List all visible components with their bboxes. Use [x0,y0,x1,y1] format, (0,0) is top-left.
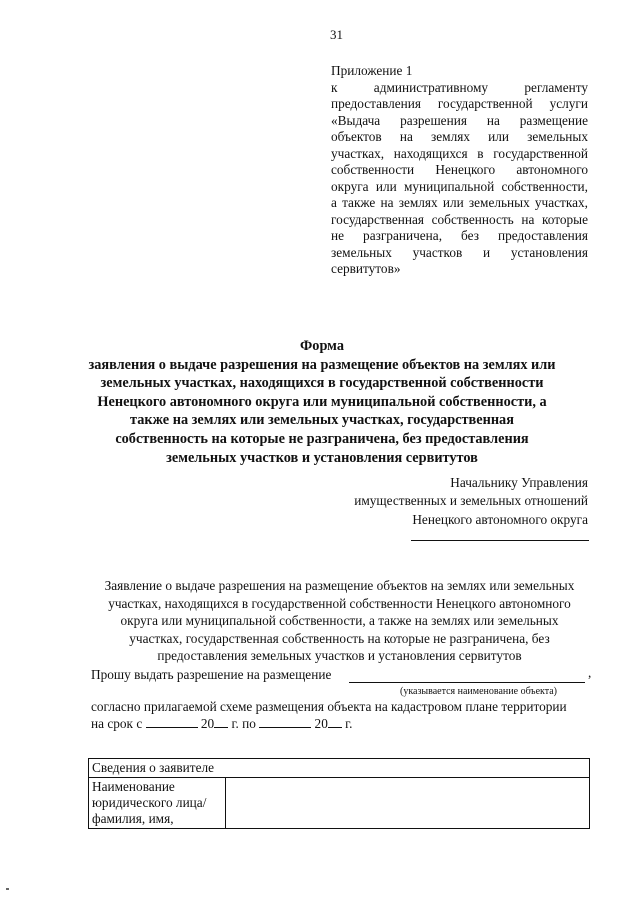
start-date-field[interactable] [146,716,198,728]
appendix-line: а также на землях или земельных участках, [331,195,588,210]
applicant-name-value[interactable] [226,778,590,829]
statement-line: участках, государственная собственность на которые не разграничена, без [129,630,550,646]
form-title-line: также на землях или земельных участках, государственная [130,412,514,429]
form-title-line: Ненецкого автономного округа или муниципальной собственности, а [97,393,547,410]
year-prefix-end: 20 [314,716,328,731]
addressee-line: Ненецкого автономного округа [412,511,588,527]
form-title-line: земельных участков и установления сервитутов [166,449,478,466]
appendix-line: объектов на землях или земельных [331,129,588,144]
appendix-line: округа или муниципальной собственности, [331,178,588,194]
appendix-line: предоставления государственной услуги [331,96,588,111]
applicant-table [88,758,590,829]
object-name-hint: (указывается наименование объекта) [400,686,558,697]
addressee-block [300,474,588,529]
appendix-line: земельных участков и установления [331,244,588,260]
object-name-field[interactable] [349,682,585,683]
scheme-block [91,698,567,732]
scan-mark [6,888,9,890]
form-title-line: земельных участках, находящихся в государственной собственности [100,375,544,392]
table-header-row [89,759,590,778]
object-name-comma: , [588,665,592,680]
statement-line: округа или муниципальной собственности, а также на землях или земельных [120,613,559,629]
term-prefix: на срок с [91,716,143,731]
statement-line: участках, находящихся в государственной собственности Ненецкого автономного [108,595,571,611]
addressee-signature-line[interactable] [411,540,589,541]
appendix-line: Приложение 1 [331,63,413,78]
end-year-field[interactable] [328,716,342,728]
statement-line: предоставления земельных участков и установления сервитутов [157,648,522,664]
term-year-label: г. [345,716,353,731]
table-row [89,778,590,829]
form-title-line: собственность на которые не разграничена, без предоставления [115,430,529,447]
appendix-line: не разграничена, без предоставления [331,228,588,243]
applicant-header: Сведения о заявителе [89,759,590,778]
addressee-line: Начальнику Управления [450,475,588,490]
year-prefix-start: 20 [200,716,215,731]
statement-block [88,577,591,665]
start-year-field[interactable] [214,716,228,728]
appendix-line: собственности Ненецкого автономного [331,162,588,177]
end-date-field[interactable] [259,716,311,728]
appendix-line: к административному регламенту [331,79,588,95]
appendix-line: участках, находящихся в государственной [331,145,588,161]
appendix-line: «Выдача разрешения на размещение [331,112,588,128]
form-title-heading: Форма [300,338,344,354]
appendix-line: государственная собственность на которые [331,211,588,227]
appendix-line: сервитутов» [331,261,401,276]
term-line [91,715,567,732]
addressee-line: имущественных и земельных отношений [354,493,588,509]
request-text: Прошу выдать разрешение на размещение [91,667,332,682]
scheme-text: согласно прилагаемой схеме размещения объекта на кадастровом плане территории [91,699,567,714]
page-number: 31 [330,27,343,42]
applicant-name-label: Наименование юридического лица/фамилия, имя, [89,778,226,829]
term-to-label: г. по [231,716,256,731]
appendix-block [331,63,588,278]
form-title [82,337,562,467]
statement-line: Заявление о выдаче разрешения на размещение объектов на землях или земельных [104,578,575,593]
form-title-line: заявления о выдаче разрешения на размещение объектов на землях или [88,356,556,373]
